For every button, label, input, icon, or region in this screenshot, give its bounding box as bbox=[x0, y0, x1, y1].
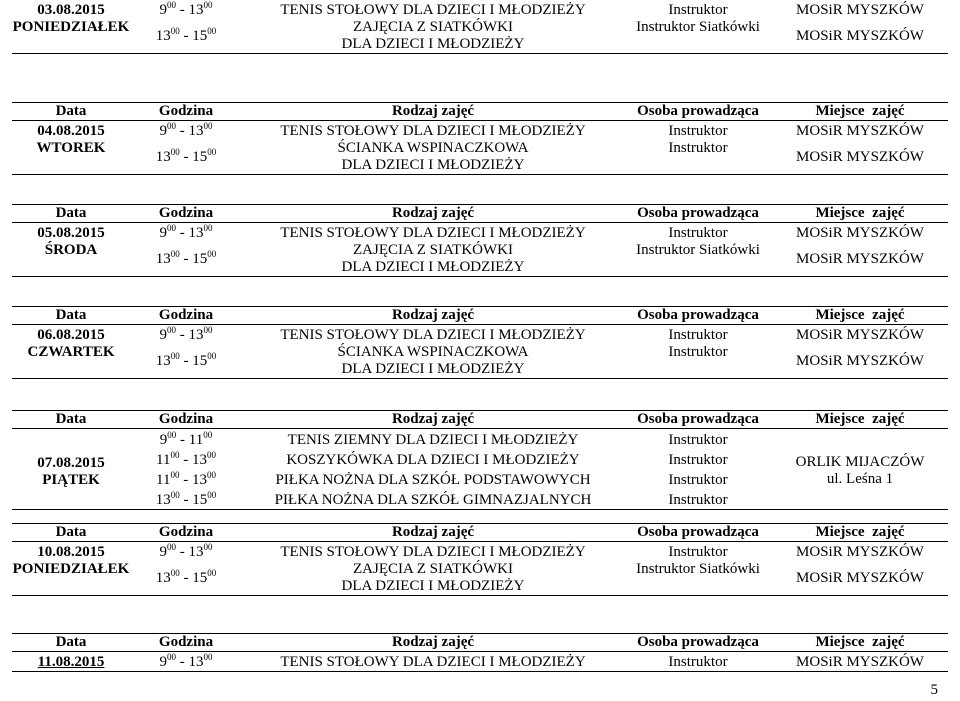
time-cell: $9^{00} - 13^{00}$ bbox=[159, 0, 213, 18]
place-cell: MOSiR MYSZKÓW bbox=[796, 250, 924, 267]
header-instructor: Osoba prowadząca bbox=[624, 103, 772, 121]
activity-cell: ZAJĘCIA Z SIATKÓWKI DLA DZIECI I MŁODZIEŻY bbox=[341, 561, 525, 594]
instructor-cell: Instruktor bbox=[668, 452, 728, 468]
schedule-table bbox=[12, 0, 948, 54]
day-cell: CZWARTEK bbox=[27, 344, 115, 360]
schedule-table bbox=[12, 306, 948, 379]
header-date: Data bbox=[12, 307, 130, 325]
header-instructor: Osoba prowadząca bbox=[624, 634, 772, 652]
activity-cell: KOSZYKÓWKA DLA DZIECI I MŁODZIEŻY bbox=[286, 452, 580, 468]
instructor-cell: Instruktor Siatkówki bbox=[636, 19, 760, 35]
table-row bbox=[12, 325, 948, 345]
table-header-row bbox=[12, 524, 948, 542]
table-row bbox=[12, 121, 948, 141]
header-time: Godzina bbox=[130, 205, 242, 223]
table-header-row bbox=[12, 205, 948, 223]
day-cell: PONIEDZIAŁEK bbox=[12, 19, 130, 35]
schedule-day-block bbox=[12, 0, 948, 54]
schedule-table bbox=[12, 410, 948, 510]
activity-cell: ŚCIANKA WSPINACZKOWA DLA DZIECI I MŁODZIEŻY bbox=[337, 140, 529, 173]
table-row bbox=[12, 542, 948, 562]
activity-cell: ŚCIANKA WSPINACZKOWA DLA DZIECI I MŁODZIEŻY bbox=[337, 344, 529, 377]
header-date: Data bbox=[12, 524, 130, 542]
date-cell: 10.08.2015 bbox=[37, 544, 105, 560]
date-cell: 03.08.2015 bbox=[37, 2, 105, 18]
activity-cell: TENIS STOŁOWY DLA DZIECI I MŁODZIEŻY bbox=[280, 123, 586, 139]
instructor-cell: Instruktor bbox=[668, 344, 728, 360]
schedule-day-block bbox=[12, 102, 948, 175]
time-cell: $11^{00} - 13^{00}$ bbox=[156, 470, 216, 488]
header-date: Data bbox=[12, 103, 130, 121]
page-number: 5 bbox=[930, 682, 938, 698]
time-cell: $13^{00} - 15^{00}$ bbox=[155, 146, 217, 165]
place-cell: MOSiR MYSZKÓW bbox=[796, 544, 924, 560]
header-instructor: Osoba prowadząca bbox=[624, 307, 772, 325]
header-place: Miejsce zajęć bbox=[772, 524, 948, 542]
place-cell: MOSiR MYSZKÓW bbox=[796, 569, 924, 586]
date-cell: 05.08.2015 bbox=[37, 225, 105, 241]
header-instructor: Osoba prowadząca bbox=[624, 205, 772, 223]
place-cell: MOSiR MYSZKÓW bbox=[796, 327, 924, 343]
table-row bbox=[12, 561, 948, 596]
day-cell: ŚRODA bbox=[44, 242, 98, 258]
time-cell: $9^{00} - 13^{00}$ bbox=[159, 325, 213, 343]
schedule-day-block bbox=[12, 633, 948, 672]
activity-cell: TENIS STOŁOWY DLA DZIECI I MŁODZIEŻY bbox=[280, 327, 586, 343]
place-cell: MOSiR MYSZKÓW bbox=[796, 352, 924, 369]
instructor-cell: Instruktor bbox=[668, 492, 728, 508]
activity-cell: ZAJĘCIA Z SIATKÓWKI DLA DZIECI I MŁODZIEŻY bbox=[341, 242, 525, 275]
instructor-cell: Instruktor bbox=[668, 472, 728, 488]
activity-cell: TENIS ZIEMNY DLA DZIECI I MŁODZIEŻY bbox=[287, 432, 579, 448]
place-cell: MOSiR MYSZKÓW bbox=[796, 2, 924, 18]
header-activity: Rodzaj zajęć bbox=[242, 103, 624, 121]
schedule-table bbox=[12, 102, 948, 175]
header-place: Miejsce zajęć bbox=[772, 411, 948, 429]
activity-cell: PIŁKA NOŻNA DLA SZKÓŁ PODSTAWOWYCH bbox=[275, 472, 591, 488]
header-place: Miejsce zajęć bbox=[772, 634, 948, 652]
header-time: Godzina bbox=[130, 524, 242, 542]
activity-cell: TENIS STOŁOWY DLA DZIECI I MŁODZIEŻY bbox=[280, 225, 586, 241]
header-place: Miejsce zajęć bbox=[772, 307, 948, 325]
time-cell: $13^{00} - 15^{00}$ bbox=[155, 25, 217, 44]
header-place: Miejsce zajęć bbox=[772, 205, 948, 223]
date-cell: 06.08.2015 bbox=[37, 327, 105, 343]
header-activity: Rodzaj zajęć bbox=[242, 524, 624, 542]
schedule-day-block bbox=[12, 410, 948, 510]
time-cell: $11^{00} - 13^{00}$ bbox=[156, 450, 216, 468]
instructor-cell: Instruktor bbox=[668, 140, 728, 156]
place-cell: MOSiR MYSZKÓW bbox=[796, 27, 924, 44]
schedule-table bbox=[12, 523, 948, 596]
date-cell: 07.08.2015 PIĄTEK bbox=[37, 455, 105, 488]
instructor-cell: Instruktor bbox=[668, 225, 728, 241]
time-cell: $9^{00} - 13^{00}$ bbox=[159, 223, 213, 241]
header-date: Data bbox=[12, 411, 130, 429]
time-cell: $9^{00} - 11^{00}$ bbox=[159, 430, 213, 448]
header-place: Miejsce zajęć bbox=[772, 103, 948, 121]
place-cell: MOSiR MYSZKÓW bbox=[796, 654, 924, 670]
activity-cell: TENIS STOŁOWY DLA DZIECI I MŁODZIEŻY bbox=[280, 2, 586, 18]
table-row bbox=[12, 344, 948, 379]
table-row bbox=[12, 140, 948, 175]
activity-cell: PIŁKA NOŻNA DLA SZKÓŁ GIMNAZJALNYCH bbox=[274, 492, 592, 508]
table-row bbox=[12, 0, 948, 19]
instructor-cell: Instruktor bbox=[668, 654, 728, 670]
time-cell: $13^{00} - 15^{00}$ bbox=[155, 248, 217, 267]
header-date: Data bbox=[12, 205, 130, 223]
day-cell: WTOREK bbox=[36, 140, 106, 156]
activity-cell: TENIS STOŁOWY DLA DZIECI I MŁODZIEŻY bbox=[280, 544, 586, 560]
header-time: Godzina bbox=[130, 307, 242, 325]
time-cell: $9^{00} - 13^{00}$ bbox=[159, 542, 213, 560]
schedule-day-block bbox=[12, 523, 948, 596]
schedule-day-block bbox=[12, 204, 948, 277]
place-cell: ORLIK MIJACZÓW ul. Leśna 1 bbox=[795, 454, 925, 487]
time-cell: $13^{00} - 15^{00}$ bbox=[155, 350, 217, 369]
time-cell: $9^{00} - 13^{00}$ bbox=[159, 652, 213, 670]
table-row bbox=[12, 19, 948, 54]
header-time: Godzina bbox=[130, 103, 242, 121]
date-cell: 11.08.2015 bbox=[37, 654, 105, 670]
place-cell: MOSiR MYSZKÓW bbox=[796, 123, 924, 139]
header-activity: Rodzaj zajęć bbox=[242, 307, 624, 325]
activity-cell: ZAJĘCIA Z SIATKÓWKI DLA DZIECI I MŁODZIEŻY bbox=[341, 19, 525, 52]
table-header-row bbox=[12, 411, 948, 429]
schedule-table bbox=[12, 204, 948, 277]
instructor-cell: Instruktor bbox=[668, 544, 728, 560]
table-header-row bbox=[12, 307, 948, 325]
table-row bbox=[12, 242, 948, 277]
table-row bbox=[12, 652, 948, 672]
instructor-cell: Instruktor bbox=[668, 2, 728, 18]
table-row bbox=[12, 223, 948, 243]
day-cell: PONIEDZIAŁEK bbox=[12, 561, 130, 577]
time-cell: $13^{00} - 15^{00}$ bbox=[155, 490, 217, 508]
table-header-row bbox=[12, 634, 948, 652]
header-time: Godzina bbox=[130, 411, 242, 429]
header-activity: Rodzaj zajęć bbox=[242, 411, 624, 429]
table-row bbox=[12, 429, 948, 450]
header-time: Godzina bbox=[130, 634, 242, 652]
instructor-cell: Instruktor bbox=[668, 432, 728, 448]
schedule-day-block bbox=[12, 306, 948, 379]
place-cell: MOSiR MYSZKÓW bbox=[796, 148, 924, 165]
instructor-cell: Instruktor Siatkówki bbox=[636, 561, 760, 577]
header-activity: Rodzaj zajęć bbox=[242, 634, 624, 652]
header-date: Data bbox=[12, 634, 130, 652]
activity-cell: TENIS STOŁOWY DLA DZIECI I MŁODZIEŻY bbox=[280, 654, 586, 670]
instructor-cell: Instruktor bbox=[668, 327, 728, 343]
instructor-cell: Instruktor Siatkówki bbox=[636, 242, 760, 258]
time-cell: $9^{00} - 13^{00}$ bbox=[159, 121, 213, 139]
table-header-row bbox=[12, 103, 948, 121]
header-instructor: Osoba prowadząca bbox=[624, 524, 772, 542]
instructor-cell: Instruktor bbox=[668, 123, 728, 139]
header-activity: Rodzaj zajęć bbox=[242, 205, 624, 223]
schedule-table bbox=[12, 633, 948, 672]
date-cell: 04.08.2015 bbox=[37, 123, 105, 139]
place-cell: MOSiR MYSZKÓW bbox=[796, 225, 924, 241]
time-cell: $13^{00} - 15^{00}$ bbox=[155, 567, 217, 586]
header-instructor: Osoba prowadząca bbox=[624, 411, 772, 429]
